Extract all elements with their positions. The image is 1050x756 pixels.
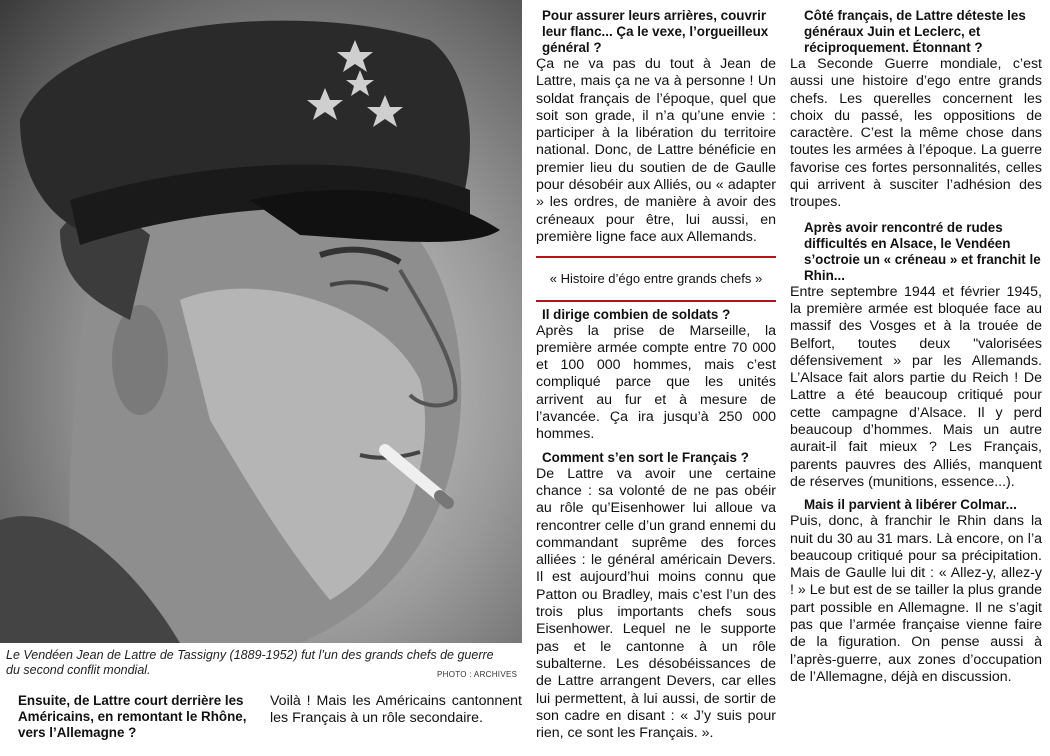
answer-text: Ça ne va pas du tout à Jean de Lattre, mais ça ne va à personne ! Un soldat français de l’époque, quel que soit son grade, il n’a qu’une envie : participer à la libération du territoire national. Donc, de Lattre bénéficie en premier lieu du soutien de de Gaulle pour désobéir aux Alliés, ou « adapter » les ordres, de manière à avoir des créneaux pour être, lui aussi, en première ligne face aux Allemands. — [536, 56, 776, 245]
column-3 — [790, 8, 1042, 686]
portrait-illustration — [0, 0, 522, 643]
question-heading: Pour assurer leurs arrières, couvrir leur flanc... Ça le vexe, l’orgueilleux général ? — [542, 8, 769, 55]
question-heading: Mais il parvient à libérer Colmar... — [804, 497, 1017, 513]
pull-quote: « Histoire d’égo entre grands chefs » — [549, 271, 763, 287]
photo-caption: Le Vendéen Jean de Lattre de Tassigny (1889-1952) fut l’un des grands chefs de guerre du second conflit mondial. — [6, 648, 494, 677]
photo-credit: PHOTO : ARCHIVES — [437, 670, 518, 679]
bottom-left-question-block — [18, 693, 254, 741]
portrait-photo — [0, 0, 522, 643]
question-heading: Ensuite, de Lattre court derrière les Américains, en remontant le Rhône, vers l’Allemagne ? — [18, 693, 247, 740]
question-heading: Il dirige combien de soldats ? — [542, 306, 731, 322]
divider — [536, 300, 776, 302]
answer-text: La Seconde Guerre mondiale, c’est aussi une histoire d’ego entre grands chefs. Les querelles concernent les choix du passé, les oppositions de caractère. C’est la même chose dans toutes les armées à l’époque. La guerre favorise ces fortes personnalités, celles qui arrivent à susciter l’adhésion des troupes. — [790, 56, 1042, 211]
question-heading: Après avoir rencontré de rudes difficultés en Alsace, le Vendéen s’octroie un « créneau » et franchit le Rhin... — [804, 219, 1041, 283]
answer-text: De Lattre va avoir une certaine chance : sa volonté de ne pas obéir au rôle qu’Eisenhower lui alloue va rencontrer celle d’un grand ennemi du commandant suprême des forces alliées : le général américain Devers. Il est aujourd’hui moins connu que Patton ou Bradley, mais c’est l’un des trois plus importants chefs sous Eisenhower. Lequel ne le supporte pas et le cantonne à un rôle subalterne. Les désobéissances de de Lattre arrangent Devers, car elles lui permettent, à lui aussi, de sortir de son cadre en disant : « J’y suis pour rien, ce sont les Français. ». — [536, 465, 776, 742]
divider — [536, 256, 776, 258]
answer-text: Puis, donc, à franchir le Rhin dans la nuit du 30 au 31 mars. Là encore, on l’a beaucoup critiqué pour sa précipitation. Mais de Gaulle lui dit : « Allez-y, allez-y ! » Le but est de se tailler la plus grande part possible en Allemagne. Il ne s’agit pas que l’armée française vienne faire de la figuration. On pense aussi à l’après-guerre, aux zones d’occupation de l’Allemagne, déjà en discussion. — [790, 513, 1042, 685]
answer-text: Après la prise de Marseille, la première armée compte entre 70 000 et 100 000 hommes, mais c’est compliqué parce que les unités arrivent au fur et à mesure de l’avancée. Ça ira jusqu’à 250 000 hommes. — [536, 322, 776, 443]
answer-text: Voilà ! Mais les Américains cantonnent les Français à un rôle secondaire. — [270, 693, 522, 727]
bottom-left-answer-block — [270, 693, 522, 728]
question-heading: Comment s’en sort le Français ? — [542, 449, 749, 465]
question-heading: Côté français, de Lattre déteste les généraux Juin et Leclerc, et réciproquement. Étonnant ? — [804, 8, 1026, 55]
column-2 — [536, 8, 776, 742]
answer-text: Entre septembre 1944 et février 1945, la première armée est bloquée face au massif des Vosges et à la trouée de Belfort, toutes deux "valorisées défensivement » par les Allemands. L’Alsace fait alors partie du Reich ! De Lattre a été beaucoup critiqué pour cette campagne d’Alsace. Il y perd beaucoup d’hommes. Mais un autre aurait-il fait mieux ? Les Français, parents pauvres des Alliés, manquent de réserves (munitions, essence...). — [790, 283, 1042, 490]
